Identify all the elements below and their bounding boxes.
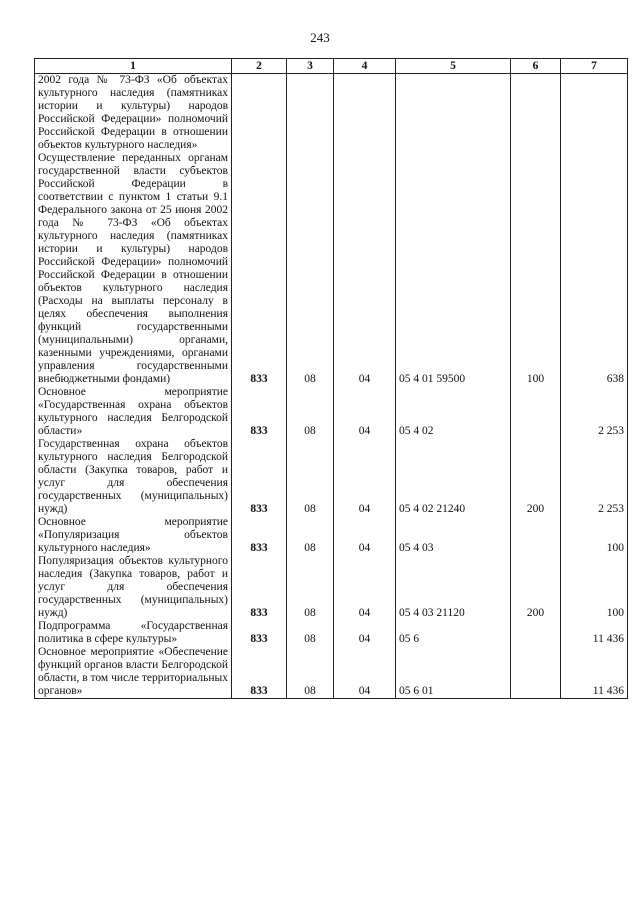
row-description: Основное мероприятие «Государственная охрана объектов культурного наследия Белгородской области» bbox=[35, 386, 232, 438]
amount-value: 11 436 bbox=[561, 620, 628, 646]
column-header: 2 bbox=[232, 59, 287, 74]
target-article-code: 05 4 02 bbox=[396, 386, 511, 438]
amount-value: 100 bbox=[561, 516, 628, 555]
expense-type-code: 200 bbox=[511, 555, 561, 620]
table-row bbox=[35, 386, 628, 438]
section-code: 08 bbox=[287, 646, 334, 699]
subsection-code: 04 bbox=[334, 516, 396, 555]
subsection-code: 04 bbox=[334, 646, 396, 699]
ministry-code: 833 bbox=[232, 646, 287, 699]
target-article-code: 05 4 01 59500 bbox=[396, 152, 511, 386]
table-row bbox=[35, 646, 628, 699]
page-number: 243 bbox=[310, 30, 330, 45]
column-header: 4 bbox=[334, 59, 396, 74]
expense-type-code bbox=[511, 620, 561, 646]
table-row bbox=[35, 620, 628, 646]
ministry-code bbox=[232, 74, 287, 153]
target-article-code: 05 4 03 bbox=[396, 516, 511, 555]
amount-value: 100 bbox=[561, 555, 628, 620]
column-header: 1 bbox=[35, 59, 232, 74]
target-article-code: 05 4 02 21240 bbox=[396, 438, 511, 516]
ministry-code: 833 bbox=[232, 555, 287, 620]
row-description: Государственная охрана объектов культурного наследия Белгородской области (Закупка товаров, работ и услуг для обеспечения государственных (муниципальных) нужд) bbox=[35, 438, 232, 516]
section-code bbox=[287, 74, 334, 153]
row-description: Осуществление переданных органам государственной власти субъектов Российской Федерации в соответствии с пунктом 1 статьи 9.1 Федерального закона от 25 июня 2002 года № 73-ФЗ «Об объектах культурного наследия (памятниках истории и культуры) народов Российской Федерации» полномочий Российской Федерации в отношении объектов культурного наследия (Расходы на выплаты персоналу в целях обеспечения выполнения функций государственными (муниципальными) органами, казенными учреждениями, органами управления государственными внебюджетными фондами) bbox=[35, 152, 232, 386]
target-article-code: 05 6 01 bbox=[396, 646, 511, 699]
expense-type-code bbox=[511, 74, 561, 153]
section-code: 08 bbox=[287, 555, 334, 620]
amount-value: 11 436 bbox=[561, 646, 628, 699]
row-description: Основное мероприятие «Обеспечение функций органов власти Белгородской области, в том числе территориальных органов» bbox=[35, 646, 232, 699]
table-row bbox=[35, 555, 628, 620]
table-header-row bbox=[35, 59, 628, 74]
row-description: Основное мероприятие «Популяризация объектов культурного наследия» bbox=[35, 516, 232, 555]
expense-type-code bbox=[511, 386, 561, 438]
section-code: 08 bbox=[287, 620, 334, 646]
section-code: 08 bbox=[287, 516, 334, 555]
target-article-code bbox=[396, 74, 511, 153]
column-header: 7 bbox=[561, 59, 628, 74]
amount-value: 638 bbox=[561, 152, 628, 386]
ministry-code: 833 bbox=[232, 386, 287, 438]
expense-type-code: 200 bbox=[511, 438, 561, 516]
section-code: 08 bbox=[287, 438, 334, 516]
row-description: Популяризация объектов культурного наследия (Закупка товаров, работ и услуг для обеспечения государственных (муниципальных) нужд) bbox=[35, 555, 232, 620]
row-description: 2002 года № 73-ФЗ «Об объектах культурного наследия (памятниках истории и культуры) народов Российской Федерации» полномочий Российской Федерации в отношении объектов культурного наследия» bbox=[35, 74, 232, 153]
expense-type-code bbox=[511, 516, 561, 555]
section-code: 08 bbox=[287, 152, 334, 386]
ministry-code: 833 bbox=[232, 620, 287, 646]
row-description: Подпрограмма «Государственная политика в сфере культуры» bbox=[35, 620, 232, 646]
ministry-code: 833 bbox=[232, 438, 287, 516]
amount-value: 2 253 bbox=[561, 438, 628, 516]
expense-type-code: 100 bbox=[511, 152, 561, 386]
expense-type-code bbox=[511, 646, 561, 699]
column-header: 3 bbox=[287, 59, 334, 74]
subsection-code: 04 bbox=[334, 386, 396, 438]
subsection-code: 04 bbox=[334, 555, 396, 620]
target-article-code: 05 4 03 21120 bbox=[396, 555, 511, 620]
subsection-code bbox=[334, 74, 396, 153]
ministry-code: 833 bbox=[232, 152, 287, 386]
budget-table bbox=[34, 58, 628, 699]
table-row bbox=[35, 152, 628, 386]
column-header: 5 bbox=[396, 59, 511, 74]
table-row bbox=[35, 516, 628, 555]
table-row bbox=[35, 74, 628, 153]
subsection-code: 04 bbox=[334, 438, 396, 516]
ministry-code: 833 bbox=[232, 516, 287, 555]
table-row bbox=[35, 438, 628, 516]
section-code: 08 bbox=[287, 386, 334, 438]
amount-value: 2 253 bbox=[561, 386, 628, 438]
subsection-code: 04 bbox=[334, 152, 396, 386]
subsection-code: 04 bbox=[334, 620, 396, 646]
amount-value bbox=[561, 74, 628, 153]
target-article-code: 05 6 bbox=[396, 620, 511, 646]
column-header: 6 bbox=[511, 59, 561, 74]
